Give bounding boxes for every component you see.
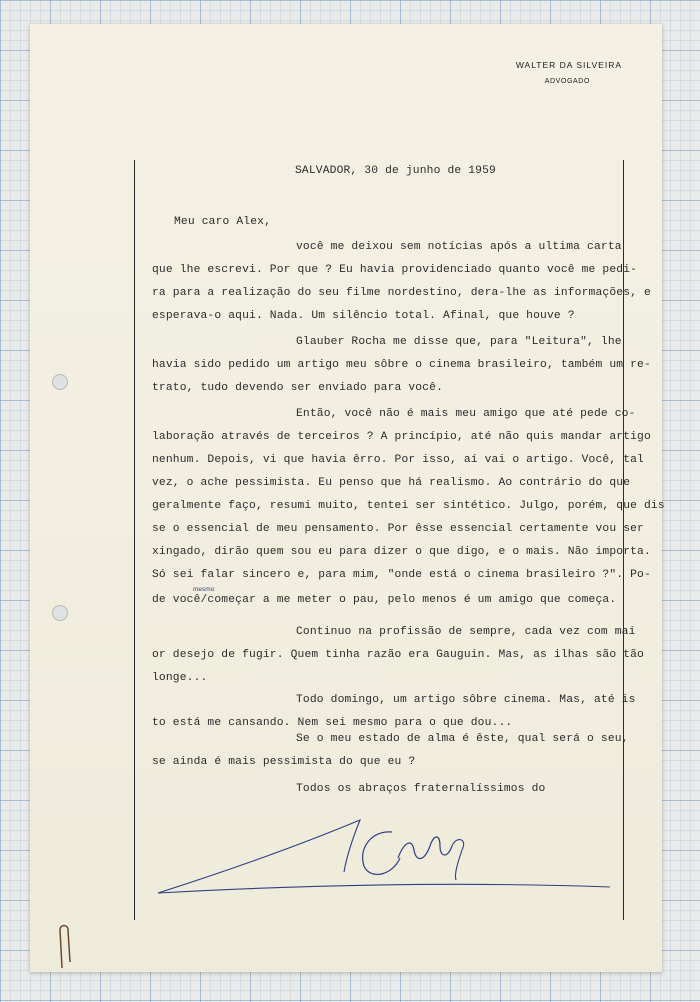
letter-line: longe... bbox=[152, 672, 208, 684]
letter-line: xingado, dirão quem sou eu para dizer o que digo, e o mais. Não importa. bbox=[152, 546, 651, 558]
letter-line: esperava-o aqui. Nada. Um silêncio total. Afinal, que houve ? bbox=[152, 310, 575, 322]
paper-clip bbox=[56, 922, 80, 970]
letter-line: se o essencial de meu pensamento. Por êsse essencial certamente vou ser bbox=[152, 523, 644, 535]
letter-line: de você/começar a me meter o pau, pelo menos é um amigo que começa. bbox=[152, 594, 617, 606]
letter-line: se ainda é mais pessimista do que eu ? bbox=[152, 756, 416, 768]
dateline: SALVADOR, 30 de junho de 1959 bbox=[295, 165, 496, 177]
letter-line: trato, tudo devendo ser enviado para você. bbox=[152, 382, 444, 394]
letter-line: Todo domingo, um artigo sôbre cinema. Mas, até is bbox=[296, 694, 636, 706]
letter-line: Então, você não é mais meu amigo que até pede co- bbox=[296, 408, 636, 420]
letter-line: geralmente faço, resumi muito, tentei ser sintético. Julgo, porém, que dis bbox=[152, 500, 665, 512]
letter-line: ra para a realização do seu filme nordestino, dera-lhe as informações, e bbox=[152, 287, 651, 299]
letter-line: to está me cansando. Nem sei mesmo para o que dou... bbox=[152, 717, 513, 729]
closing-line: Todos os abraços fraternalíssimos do bbox=[296, 783, 546, 795]
letterhead-name: WALTER DA SILVEIRA bbox=[515, 60, 622, 70]
letter-line: Continuo na profissão de sempre, cada vez com mai bbox=[296, 626, 636, 638]
letter-line: laboração através de terceiros ? A princípio, até não quis mandar artigo bbox=[152, 431, 651, 443]
letter-line: vez, o ache pessimista. Eu penso que há realismo. Ao contrário do que bbox=[152, 477, 631, 489]
letter-line: or desejo de fugir. Quem tinha razão era Gauguin. Mas, as ilhas são tão bbox=[152, 649, 644, 661]
letter-line: que lhe escrevi. Por que ? Eu havia providenciado quanto você me pedi- bbox=[152, 264, 638, 276]
letter-line: você me deixou sem notícias após a ultima carta bbox=[296, 241, 622, 253]
letter-line: nenhum. Depois, vi que havia êrro. Por isso, aí vai o artigo. Você, tal bbox=[152, 454, 644, 466]
salutation: Meu caro Alex, bbox=[174, 216, 272, 228]
letterhead-profession: ADVOGADO bbox=[544, 78, 590, 85]
handwritten-insert: mesmo bbox=[193, 586, 215, 593]
letter-line: Glauber Rocha me disse que, para "Leitura", lhe bbox=[296, 336, 622, 348]
letter-line: Só sei falar sincero e, para mim, "onde está o cinema brasileiro ?". Po- bbox=[152, 569, 651, 581]
letter-line: havia sido pedido um artigo meu sôbre o cinema brasileiro, também um re- bbox=[152, 359, 651, 371]
letter-line: Se o meu estado de alma é êste, qual será o seu, bbox=[296, 733, 629, 745]
